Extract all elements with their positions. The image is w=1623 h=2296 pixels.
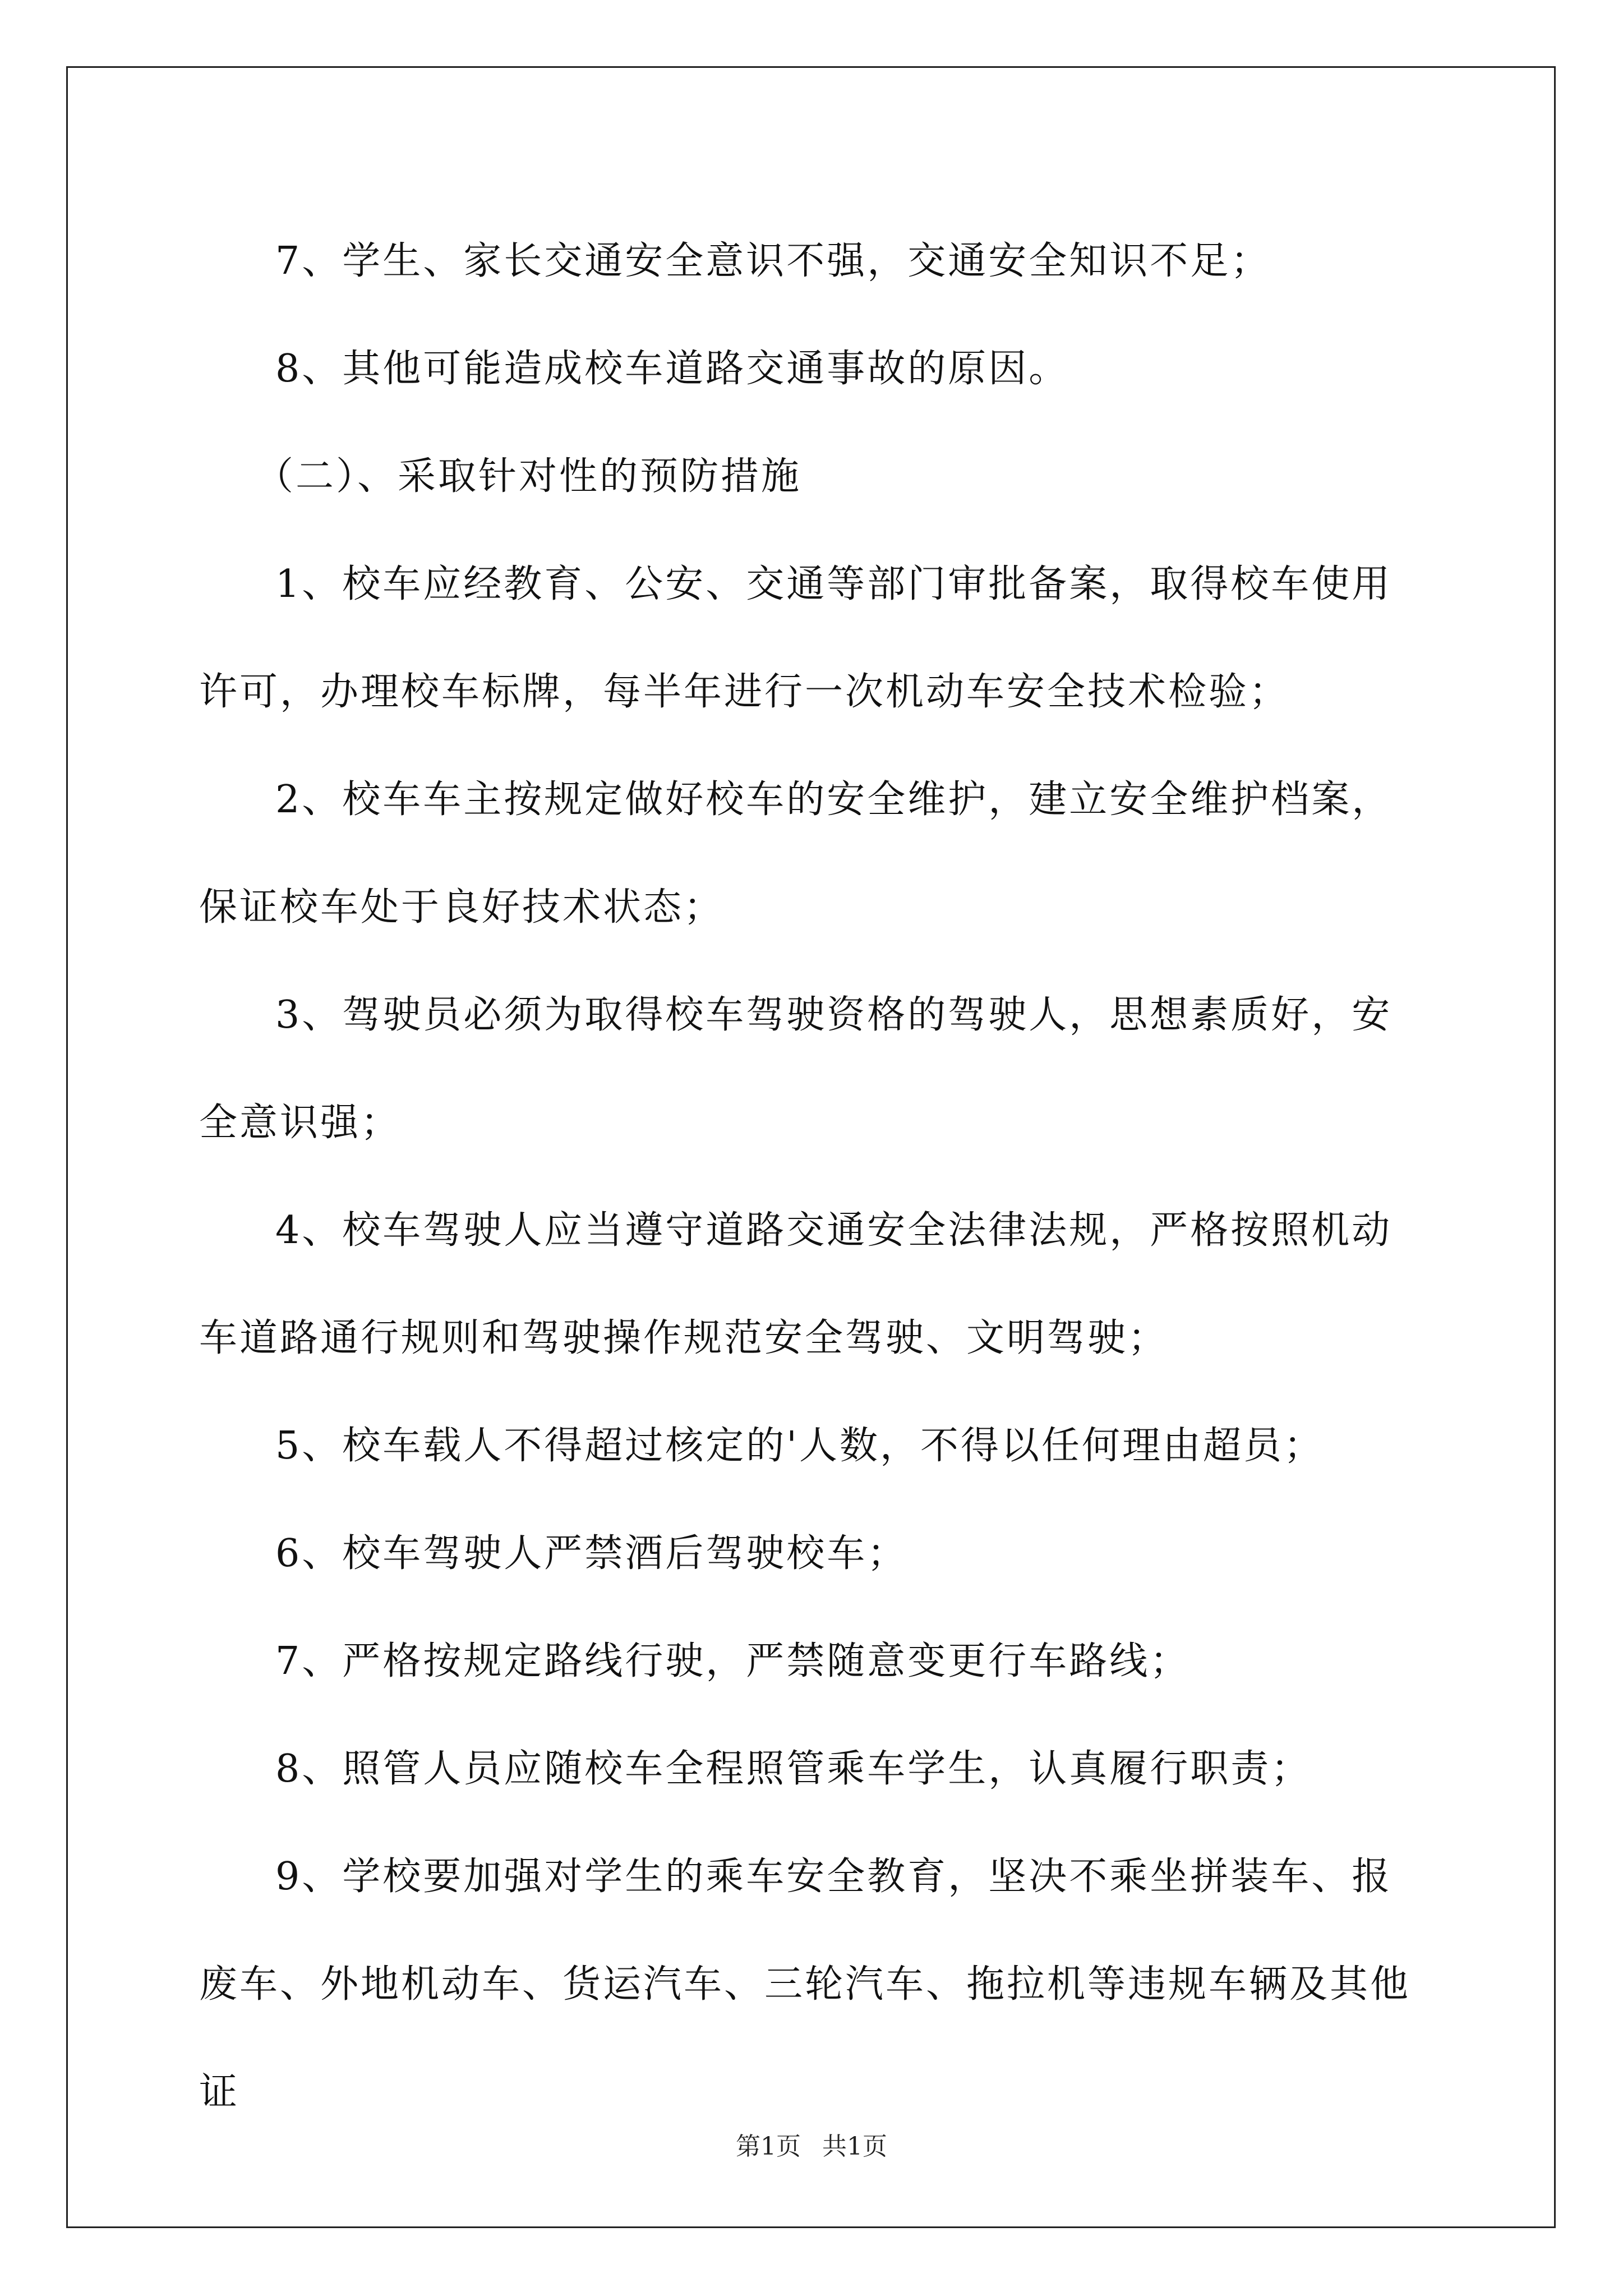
page-number-current: 第1页	[736, 2132, 801, 2161]
paragraph-measure-1: 1、校车应经教育、公安、交通等部门审批备案，取得校车使用许可，办理校车标牌，每半年进行一次机动车安全技术检验；	[199, 562, 1393, 714]
page-number-total: 共1页	[822, 2132, 887, 2161]
paragraph-measure-8: 8、照管人员应随校车全程照管乘车学生，认真履行职责；	[275, 1747, 1312, 1791]
paragraph-item-8-other-causes: 8、其他可能造成校车道路交通事故的原因。	[275, 347, 1069, 391]
paragraph-item-7-awareness: 7、学生、家长交通安全意识不强，交通安全知识不足；	[275, 239, 1271, 283]
paragraph-measure-4: 4、校车驾驶人应当遵守道路交通安全法律法规，严格按照机动车道路通行规则和驾驶操作规范安全驾驶、文明驾驶；	[199, 1208, 1393, 1360]
paragraph-measure-6: 6、校车驾驶人严禁酒后驾驶校车；	[275, 1531, 908, 1576]
page-footer	[0, 2126, 1623, 2162]
section-heading-preventive-measures: （二）、采取针对性的预防措施	[255, 454, 802, 499]
document-body	[199, 208, 1427, 2146]
paragraph-measure-2: 2、校车车主按规定做好校车的安全维护，建立安全维护档案，保证校车处于良好技术状态；	[199, 777, 1393, 930]
paragraph-measure-3: 3、驾驶员必须为取得校车驾驶资格的驾驶人，思想素质好，安全意识强；	[199, 993, 1393, 1145]
paragraph-measure-9: 9、学校要加强对学生的乘车安全教育，坚决不乘坐拼装车、报废车、外地机动车、货运汽车、三轮汽车、拖拉机等违规车辆及其他证	[199, 1855, 1411, 2114]
paragraph-measure-5: 5、校车载人不得超过核定的'人数，不得以任何理由超员；	[275, 1424, 1324, 1468]
paragraph-measure-7: 7、严格按规定路线行驶，严禁随意变更行车路线；	[275, 1639, 1191, 1683]
